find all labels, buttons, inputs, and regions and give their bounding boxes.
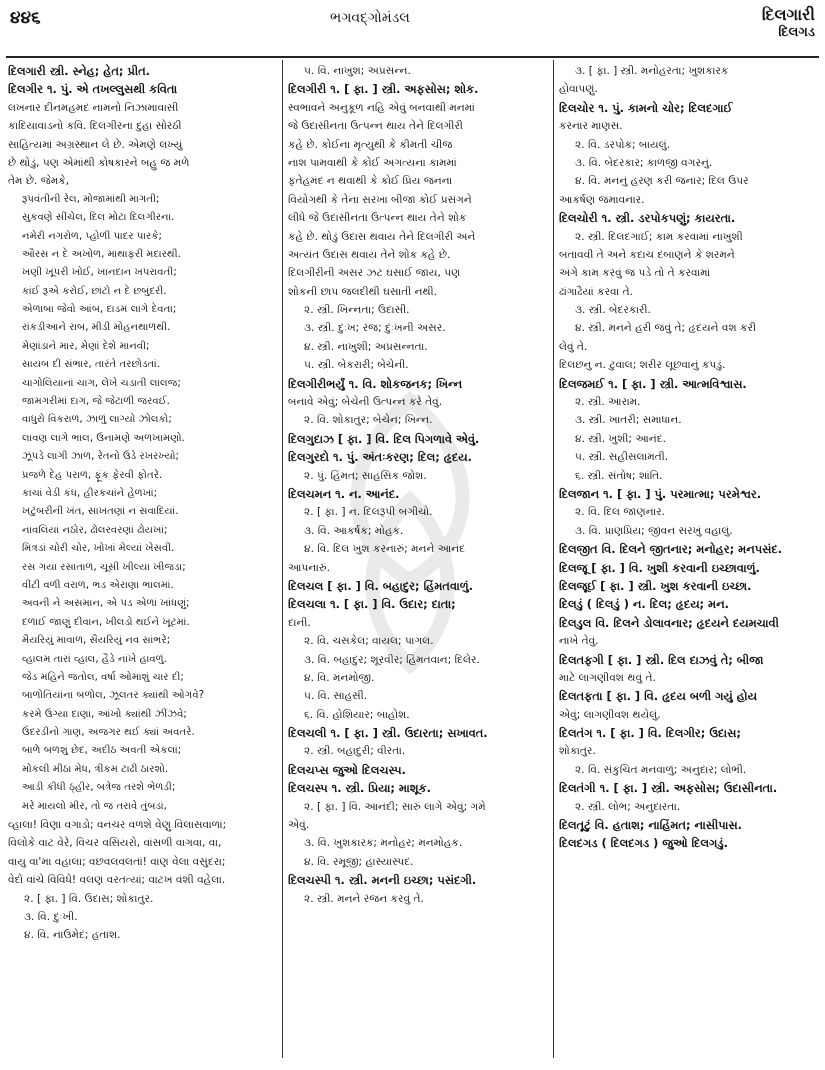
entry-headword-line: દિલતફતા [ ફા. ] વિ. હૃદય બળી ગયું હોય xyxy=(559,689,757,704)
entry-line: આપનારું. xyxy=(288,561,330,574)
entry-headword-line: દિલચસ્પ ૧. સ્ત્રી. પ્રિયા; માશૂક. xyxy=(288,781,431,796)
guide-word-last: દિલગડ xyxy=(778,25,815,40)
page-number: ૪૪૬ xyxy=(10,8,41,28)
entry-line: ૨. વિ. શોકાતુર; બેચેન; ખિન્ન. xyxy=(304,414,433,427)
entry-line: ૫. વિ. નાખુશ; અપ્રસન્ન. xyxy=(304,65,411,77)
entry-headword-line: દિલજૂઈ [ ફા. ] સ્ત્રી. ખુશ કરવાની ઇચ્છા. xyxy=(559,578,752,593)
entry-line: ઉંદરડીનો ગાણ, અજગર થઈ ક્યાં અવતરે. xyxy=(22,727,195,739)
entry-line: નાવલિયા નઠોર, ઢોલરવરણાં ઢોયખાં; xyxy=(22,524,168,536)
entry-line: માટે લાગણીવશ થવું તે. xyxy=(559,671,656,684)
entry-headword-line: દિલગીરી ૧. [ ફા. ] સ્ત્રી. અફસોસ; શોક. xyxy=(288,82,479,97)
entry-line: દાની. xyxy=(288,616,311,629)
entry-line: ૩. વિ. દુઃખી. xyxy=(24,910,78,923)
entry-line: વ્હાલમ તારાં વ્હાલ, હૈડે નાંખે હાવળું. xyxy=(22,653,167,665)
entry-line: ૩. વિ. બેદરકાર; કાળજી વગરનું. xyxy=(575,156,713,169)
entry-line: ૩. સ્ત્રી. ખાતરી; સમાધાન. xyxy=(575,414,682,427)
entry-line: મૈયરિયું માવાળ, સૈયરિયું નવ સાંભરે; xyxy=(22,635,171,647)
entry-line: ૨. સ્ત્રી. ખિન્નતા; ઉદાસી. xyxy=(304,304,410,317)
entry-line: વિયોગથી કે તેના સરખા બીજા કોઈ પ્રસંગને xyxy=(288,193,472,206)
entry-line: ૨. સ્ત્રી. બહાદુરી; વીરતા. xyxy=(304,745,406,758)
column-3 xyxy=(559,62,817,1062)
entry-line: ૨. [ ફા. ] વિ. ઉદાસ; શોકાતુર. xyxy=(24,892,154,905)
entry-headword-line: દિલજાન ૧. [ ફા. ] પું. પરમાત્મા; પરમેશ્વર. xyxy=(559,486,762,501)
entry-headword-line: દિલતંગી ૧. [ ફા. ] સ્ત્રી. અફસોસ; ઉદાસીનતા. xyxy=(559,781,778,796)
guide-words xyxy=(762,6,815,42)
entry-line: ૪. વિ. દિલ ખુશ કરનારું; મનને આનંદ xyxy=(304,543,466,556)
entry-line: એળાબા જેવો આંબ, દાડમ લાગે દેવતા; xyxy=(22,304,177,316)
entry-line: ૨. [ ફા. ] વિ. આનંદી; સારું લાગે એવું; ગમે xyxy=(304,800,486,813)
entry-line: વ્હાલા! વિણા વગાડો; વનચર વળશે વેણુ વિલાસવાળાં; xyxy=(8,819,227,832)
entry-line: ૨. [ ફા. ] ન. દિલરૂપી બગીચો. xyxy=(304,506,433,519)
entry-line: ૨. વિ. સંકુચિત મનવાળું; અનુદાર; લોભી. xyxy=(575,763,747,776)
entry-line: દિલછનુ ન. ટુવાલ; શરીર લૂછવાનું કપડું. xyxy=(559,359,726,372)
entry-line: સુકવણે સીંચેલ, દિલ મોટા દિલગીરના. xyxy=(22,212,175,224)
entry-line: ૨. વિ. ચસકેલ; વાયલ; પાગલ. xyxy=(304,635,434,648)
entry-line: બતાવવી તે અને કદાચ દબાણને કે શરમને xyxy=(559,248,735,261)
entry-headword-line: દિલચલ [ ફા. ] વિ. બહાદુર; હિંમતવાળું. xyxy=(288,578,473,593)
entry-headword-line: દિલજીત વિ. દિલને જીતનાર; મનોહર; મનપસંદ. xyxy=(559,542,783,557)
entry-line: રૂપવંતીની રેલ, મોજામાંથી માગતી; xyxy=(22,193,160,205)
entry-headword-line: દિલચોરી ૧. સ્ત્રી. ડરપોકપણું; કાયરતા. xyxy=(559,211,736,226)
entry-headword-line: દિલચલા ૧. [ ફા. ] વિ. ઉદાર; દાતા; xyxy=(288,597,456,612)
entry-line: નાખે તેવું. xyxy=(559,635,599,648)
entry-line: ૪. સ્ત્રી. ખુશી; આનંદ. xyxy=(575,432,667,445)
entry-line: ૪. વિ. મનમોજી. xyxy=(304,671,375,684)
entry-line: અવની ને અસમાન, એ પડ એળાં ખાંધણું; xyxy=(22,598,190,610)
entry-line: કરમે ઉગ્યા દાણા, આંખો ક્યાંથી ઝીંઝવે; xyxy=(22,708,187,720)
entry-line: મેણાંડાને માર, મેણાં દેશે માનવી; xyxy=(22,340,150,352)
entry-line: શોકની છાપ જલદીથી ઘસાતી નથી. xyxy=(288,285,438,298)
entry-line: કહે છે. કોઈના મૃત્યુથી કે કીમતી ચીજ xyxy=(288,138,453,151)
entry-line: ૨. સ્ત્રી. લોભ; અનુદારતા. xyxy=(575,800,681,813)
entry-line: અત્યંત ઉદાસ થવાય તેને શોક કહે છે. xyxy=(288,248,451,261)
entry-line: પ્રજળે દેહ પરાળ, ફૂંક ફેરવી ફોતરે. xyxy=(22,469,163,481)
entry-line: ૫. સ્ત્રી. બેકરારી; બેચેની. xyxy=(304,359,409,372)
entry-line: ૬. સ્ત્રી. સંતોષ; શાંતિ. xyxy=(575,469,663,482)
entry-line: વાયુ વા'મા વહાલા; વછવલવલતાં! વાણ વેલા વસુંદરા; xyxy=(8,855,226,868)
entry-line: કહે છે. થોડું ઉદાસ થવાય તેને દિલગીરી અને xyxy=(288,230,476,243)
entry-line: ૩. વિ. ખુશકારક; મનોહર; મનમોહક. xyxy=(304,837,463,850)
entry-line: ઔરસ ન દે અખોળ, માથાફરી મદારથી. xyxy=(22,248,181,260)
entry-line: ૬. વિ. હોશિયાર; બાહોશ. xyxy=(304,708,410,721)
entry-headword-line: દિલચમન ૧. ન. આનંદ. xyxy=(288,486,400,501)
entry-line: ૨. પું. હિંમત; સાહસિક જોશ. xyxy=(304,469,427,482)
entry-line: ફતેહમંદ ન થવાથી કે કોઈ પ્રિય જનના xyxy=(288,175,453,188)
entry-line: ખણી ખૂંપરી ખોઈ, ખાનદાન ખપરાવતી; xyxy=(22,267,177,279)
entry-headword-line: દિલગુરદો ૧. પું. અંતઃકરણ; દિલ; હૃદય. xyxy=(288,450,472,465)
entry-line: બનાવે એવું; બેચેની ઉત્પન્ન કરે તેવું. xyxy=(288,396,443,409)
entry-line: ૪. સ્ત્રી. નાખુશી; અપ્રસન્નતા. xyxy=(304,340,428,353)
entry-line: જેડ મહિને જતોલ, વર્ષા ઓમાશું ચાર દી; xyxy=(22,671,184,683)
entry-line: ખટુંબરીની ખંત, સાખતણાં ન સવાદિયાં. xyxy=(22,506,179,518)
entry-headword-line: દિલચપ્સ જુઓ દિલચસ્પ. xyxy=(288,762,406,777)
entry-headword-line: દિલગારી સ્ત્રી. સ્નેહ; હેત; પ્રીત. xyxy=(8,64,150,78)
entry-headword-line: દિલજૂ [ ફા. ] વિ. ખુશી કરવાની ઇચ્છાવાળું. xyxy=(559,560,760,575)
column-1 xyxy=(8,62,278,1062)
entry-line: આકર્ષણ જમાવનાર. xyxy=(559,193,645,206)
entry-line: ૩. સ્ત્રી. બેદરકારી. xyxy=(575,304,651,317)
entry-line: જામગરીમાં દાગ, જે જેટાળી જરવઈ. xyxy=(22,396,170,408)
entry-line: વેદો વાંચે વિવિધે! વલણ વરતત્યાં; વાટખ વંશી વહેલા. xyxy=(8,874,226,887)
guide-word-first: દિલગારી xyxy=(761,5,815,24)
entry-line: સાહિત્યમાં અગ્રસ્થાન લે છે. એમણે લખ્યું xyxy=(8,138,183,151)
entry-line: દળાઈ જાણું દીવાન, ખીલડો થઈને ખૂટમાં. xyxy=(22,616,190,628)
entry-line: ૪. સ્ત્રી. મનને હરી જવું તે; હૃદયને વશ કરી xyxy=(575,322,756,335)
column-divider-left xyxy=(282,60,283,1058)
entry-line: વિલોકે વાટ વેરે, વિચર વસિયરો, વાંસળી વાગવા, વા, xyxy=(8,837,222,850)
entry-line: મોકલી મીઠા મેધ, ત્રીકમ ટાઢી ઠારશો. xyxy=(22,763,169,775)
entry-line: ૫. સ્ત્રી. સહીસલામતી. xyxy=(575,451,669,464)
entry-headword-line: દિલડુલ વિ. દિલને ડોલાવનાર; હૃદયને દયમચાવી xyxy=(559,615,779,630)
entry-line: ૪. વિ. મનનું હરણ કરી જનાર; દિલ ઉપર xyxy=(575,175,749,188)
entry-line: કરનાર માણસ. xyxy=(559,120,623,133)
entry-line: હોવાપણું. xyxy=(559,83,598,96)
entry-line: ૨. સ્ત્રી. મનને રંજન કરવું તે. xyxy=(304,892,424,905)
entry-headword-line: દિલગીર ૧. પું. એ તખલ્લુસથી કવિતા xyxy=(8,82,178,97)
book-title: ભગવદ્ગોમંડલ xyxy=(330,10,410,26)
entry-line: ૪. વિ. રમૂજી; હાસ્યાસ્પદ. xyxy=(304,855,414,868)
entry-line: નાશ પામવાથી કે કોઈ અગત્યના કામમાં xyxy=(288,156,457,169)
entry-line: રસ ગયા રસાતાળ, ચૂસી ખીલ્યા ખીજડા; xyxy=(22,561,186,573)
entry-line: ૩. [ ફા. ] સ્ત્રી. મનોહરતા; ખુશકારક xyxy=(575,65,729,77)
entry-line: એવું; લાગણીવશ થયેલું. xyxy=(559,708,661,721)
entry-headword-line: દિલગુદાઝ [ ફા. ] વિ. દિલ પિગળાવે એવું. xyxy=(288,431,480,446)
entry-line: ચાગોલિયાનાં ચાગ, લેખે ચડાતી લાલજ; xyxy=(22,377,181,389)
entry-line: આડી કીધી ઠ્હીર, બત્રેજ તરશે ભેળડી; xyxy=(22,782,176,794)
entry-headword-line: દિલતફગી [ ફા. ] સ્ત્રી. દિલ દાઝવું તે; બીજા xyxy=(559,652,764,667)
entry-line: તેમ છે. જેમકે, xyxy=(8,175,70,188)
entry-headword-line: દિલદગડ ( દિલદગડ ) જુઓ દિલગડું. xyxy=(559,836,728,851)
entry-headword-line: દિલગીરીભર્યું ૧. વિ. શોકજનક; ખિન્ન xyxy=(288,376,463,391)
column-divider-right xyxy=(553,60,554,1058)
entry-line: ૩. વિ. બહાદુર; શૂરવીર; હિંમતવાન; દિલેર. xyxy=(304,653,480,666)
entry-line: કાંઈ રૂએ કરોઈ, છાંટો ન દે છબુંદરી. xyxy=(22,285,167,297)
entry-line: ૩. વિ. પ્રાણપ્રિય; જીવન સરખું વહાલું. xyxy=(575,524,733,537)
entry-line: સાયબ દી સંભાર, તારંતે તરછોડતાં. xyxy=(22,359,161,371)
entry-headword-line: દિલજમઈ ૧. [ ફા. ] સ્ત્રી. આત્મવિશ્વાસ. xyxy=(559,376,747,391)
entry-line: ૫. વિ. સાહસી. xyxy=(304,690,368,703)
entry-line: લીધે જે ઉદાસીનતા ઉત્પન્ન થાય તેને શોક xyxy=(288,212,467,225)
entry-line: વાધુરો વિકરાળ, ઝાળું લાગ્યો ઝોલકો; xyxy=(22,414,172,426)
entry-headword-line: દિલતંગ ૧. [ ફા. ] વિ. દિલગીર; ઉદાસ; xyxy=(559,726,741,741)
entry-line: ઢાંગાઢૈયાં કરવા તે. xyxy=(559,285,634,298)
column-2 xyxy=(288,62,548,1062)
entry-headword-line: દિલચસ્પી ૧. સ્ત્રી. મનની ઇચ્છા; પસંદગી. xyxy=(288,873,477,888)
entry-line: શોકાતુર. xyxy=(559,745,596,758)
entry-line: વીંટી વળી વરાળ, ભડ એરાણા ભાલમાં. xyxy=(22,579,174,591)
entry-line: નમેરી નગરોળ, પ્હોળી પાદર પારકે; xyxy=(22,230,162,242)
entry-line: ૩. વિ. આકર્ષક; મોહક. xyxy=(304,524,404,537)
entry-line: એવું. xyxy=(288,819,310,832)
entry-line: બાળે બળશું છેદ, અદીઠ અવતી એકલાં; xyxy=(22,745,182,757)
entry-line: ૨. સ્ત્રી. આરામ. xyxy=(575,396,641,409)
entry-line: બાળોતિયાંના બળોલ, ઝૂલતર ક્યાંથી ઓગવે? xyxy=(22,690,205,702)
entry-line: સ્વભાવને અનુકૂળ નહિ એવું બનવાથી મનમાં xyxy=(288,101,475,114)
entry-line: મિત્રડાં ચોરી ચોર, ખોખાં મેલ્યાં ખેસવી. xyxy=(22,543,175,555)
entry-line: લાવણ લાગે ભાલ, ઉનામણે અળખામણો. xyxy=(22,432,185,444)
entry-line: ૨. વિ. દિલ જાણનાર. xyxy=(575,506,666,519)
entry-line: કાચાં વેડી કંધ, હીરકચાંને હેળખાં; xyxy=(22,487,158,499)
entry-line: ૨. વિ. ડરપોક; બાયલું. xyxy=(575,138,671,151)
entry-line: લેવું તે. xyxy=(559,340,588,353)
header-rule xyxy=(6,56,819,58)
entry-line: કાદિયાવાડનો કવિ. દિલગીરના દુહા સોરઠી xyxy=(8,120,182,133)
entry-headword-line: દિલડું ( દિલડું ) ન. દિલ; હૃદય; મન. xyxy=(559,597,729,612)
entry-headword-line: દિલતૂટું વિ. હતાશ; નાહિંમત; નાસીપાસ. xyxy=(559,818,742,833)
entry-headword-line: દિલચલી ૧. [ ફા. ] સ્ત્રી. ઉદારતા; સખાવત. xyxy=(288,726,488,741)
entry-line: ૩. સ્ત્રી. દુઃખ; રંજ; દુઃખની અસર. xyxy=(304,322,446,335)
entry-line: ઝૂંપડે લાગી ઝાળ, રેતનો ઉડે રખરખ્યો; xyxy=(22,451,179,463)
entry-line: જે ઉદાસીનતા ઉત્પન્ન થાય તેને દિલગીરી xyxy=(288,120,463,133)
entry-line: ૪. વિ. નાઉમેદ; હતાશ. xyxy=(24,929,121,942)
entry-headword-line: દિલચોર ૧. પું. કામનો ચોર; દિલદગાઈ xyxy=(559,100,733,115)
entry-line: અંગે કામ કરવું જ પડે તો તે કરવામાં xyxy=(559,267,711,280)
entry-line: દિલગીરીની અસર ઝટ ઘસાઈ જાય, પણ xyxy=(288,267,461,280)
entry-line: છે થોડું, પણ એમાંથી કોષકારને બહુ જ મળે xyxy=(8,156,190,169)
entry-line: ૨. સ્ત્રી. દિલદગાઈ; કામ કરવામાં નાખુશી xyxy=(575,230,743,243)
entry-line: મરે માયલો મીર, તો જ તરાવે તુંબડાં, xyxy=(22,800,167,812)
entry-line: લખનાર દીનમહમદ નામનો નિઝામાવાસી xyxy=(8,101,179,114)
entry-line: રાંકડીઆને રાબ, મીડી મોહનથાળથી. xyxy=(22,322,171,334)
